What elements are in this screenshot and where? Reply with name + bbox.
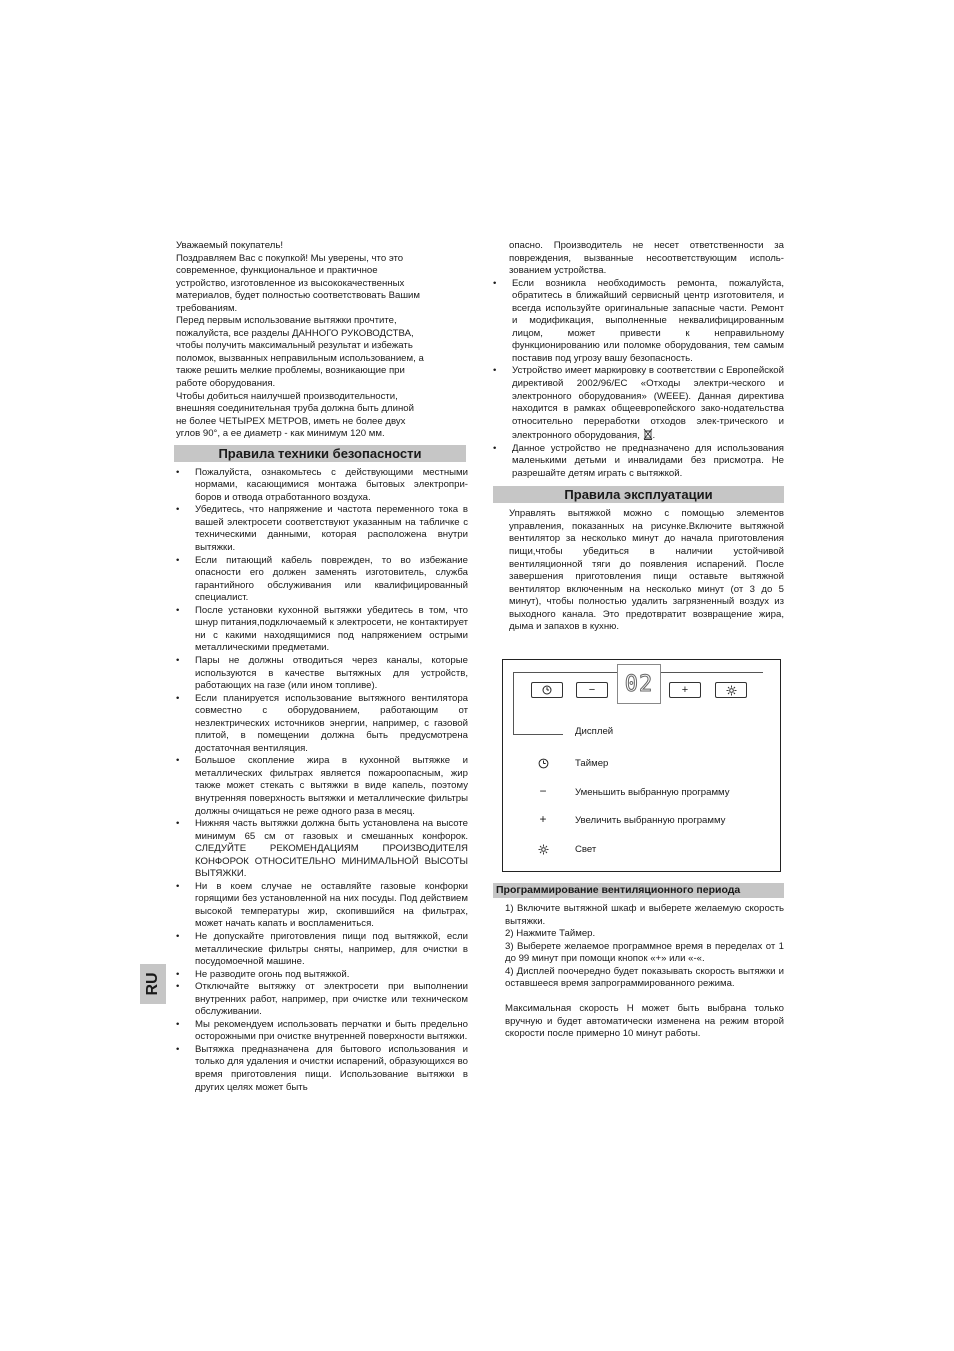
intro-line: материалов, будет полностью соответствовать Вашим bbox=[176, 290, 421, 302]
intro-line: Уважаемый покупатель! bbox=[176, 240, 284, 251]
programming-section bbox=[493, 883, 784, 1041]
clock-icon bbox=[542, 685, 552, 695]
display-value: 02 bbox=[624, 671, 654, 697]
intro-line: пожалуйста, все разделы ДАННОГО РУКОВОДСТВА, bbox=[176, 327, 414, 339]
intro-line: современное, функциональное и практичное bbox=[176, 265, 378, 277]
safety-list-continued bbox=[493, 278, 784, 481]
programming-heading: Программирование вентиляционного периода bbox=[493, 883, 784, 898]
intro-line: работе оборудования. bbox=[176, 378, 276, 390]
panel-outline bbox=[513, 672, 514, 734]
operation-text: Управлять вытяжкой можно с помощью элементов управления, показанных на рисунке.Включите вытяжной вентилятор за несколько минут до начала приготовления пищи,чтобы убедиться в наличии устойчивой вентиляционной тяги до появления испарений. После завершения приготовления пищи оставьте вытяжной вентилятор включенным на несколько минут (от 3 до 5 минут), чтобы полностью удалить загрязненный воздух из выходного канала. Это предотвратит возвращение жира, дыма и запахов в кухню. bbox=[509, 508, 784, 633]
safety-list bbox=[176, 467, 468, 1094]
intro-line: не более ЧЕТЫРЕХ МЕТРОВ, иметь не более двух bbox=[176, 415, 406, 427]
minus-icon: − bbox=[539, 784, 547, 798]
intro-line: также решить мелкие проблемы, возникающие при bbox=[176, 365, 405, 377]
intro-line: Перед первым использование вытяжки прочтите, bbox=[176, 315, 397, 327]
list-item: • Данное устройство не предназначено для использования маленькими детьми и инвалидами без присмотра. Не разрешайте детям играть с вытяжкой. bbox=[493, 443, 784, 481]
language-tab bbox=[140, 964, 166, 1004]
list-item: • Не разводите огонь под вытяжкой. bbox=[176, 969, 468, 982]
list-item: • Убедитесь, что напряжение и частота переменного тока в вашей электросети соответствуют указанным на табличке с техническими данными, которая расположена внутри вытяжки. bbox=[176, 504, 468, 554]
legend-timer-label: Таймер bbox=[575, 758, 609, 769]
light-icon bbox=[726, 685, 737, 696]
step-item: 2) Нажмите Таймер. bbox=[505, 928, 596, 940]
display bbox=[617, 664, 661, 704]
minus-icon: − bbox=[588, 683, 596, 696]
step-item: 1) Включите вытяжной шкаф и выберете желаемую скорость вытяжки. bbox=[505, 903, 784, 927]
list-item: • Если возникла необходимость ремонта, пожалуйста, обратитесь в ближайший сервисный центр изготовителя, и всегда используйте оригинальные запасные части. Ремонт и модификация, выполненные неквалифицированным лицом, может привести к неправильному функционированию или поломке оборудования, тем самым поставив под угрозу вашу безопасность. bbox=[493, 278, 784, 366]
weee-text: Устройство имеет маркировку в соответствии с Европейской директивой 2002/96/EC «Отходы электри-ческого и электронного оборудования» (WEEE). Данная директива находится в рамках общеевропейского зако-нодательства относительно переработки отходов элек-трического и электронного оборудования, bbox=[512, 365, 784, 442]
plus-icon: + bbox=[681, 683, 689, 696]
list-item: • Пожалуйста, ознакомьтесь с действующими местными нормами, касающимися монтажа бытовых электропри-боров и отвода отработанного воздуха. bbox=[176, 467, 468, 505]
intro-line: углов 90°, а ее диаметр - как минимум 120 мм. bbox=[176, 428, 385, 440]
list-item: • Если питающий кабель поврежден, то во избежание опасности его должен заменять изготовитель, служба гарантийного обслуживания или квалифицированный специалист. bbox=[176, 555, 468, 605]
programming-steps bbox=[493, 903, 784, 1041]
safety-continuation: опасно. Производитель не несет ответственности за повреждения, вызванные несоответствующим исполь-зованием устройства. bbox=[509, 240, 784, 277]
intro-line: устройство, изготовленное из высококачественных bbox=[176, 277, 405, 289]
intro-line: Поздравляем Вас с покупкой! Мы уверены, что это bbox=[176, 252, 404, 264]
list-item: • После установки кухонной вытяжки убедитесь в том, что шнур питания,подключаемый к электросети, не контактирует ни с какими находящимися под напряжением острыми металлическими предметами. bbox=[176, 605, 468, 655]
plus-button[interactable] bbox=[669, 682, 701, 698]
intro-text bbox=[176, 240, 468, 441]
list-item: • Устройство имеет маркировку в соответствии с Европейской директивой 2002/96/EC «Отходы электри-ческого и электронного оборудования» (WEEE). Данная директива находится в рамках общеевропейского зако-нодательства относительно переработки отходов элек-трического и электронного оборудования, . bbox=[493, 365, 784, 442]
programming-note: Максимальная скорость H может быть выбрана только вручную и будет автоматически изменена на режим второй скорости после примерно 10 минут работы. bbox=[505, 1003, 784, 1040]
step-item: 3) Выберете желаемое программное время в переделах от 1 до 99 минут при помощи кнопок «+» или «-«. bbox=[505, 940, 784, 965]
list-item: • Не допускайте приготовления пищи под вытяжкой, если металлические фильтры сняты, например, для очистки в посудомоечной машине. bbox=[176, 931, 468, 969]
right-column bbox=[493, 240, 784, 634]
legend-decrease-label: Уменьшить выбранную программу bbox=[575, 787, 730, 798]
plus-icon: + bbox=[539, 812, 547, 826]
light-icon bbox=[535, 844, 551, 858]
list-item: • Нижняя часть вытяжки должна быть установлена на высоте минимум 65 см от газовых и смешанных конфорок. СЛЕДУЙТЕ РЕКОМЕНДАЦИЯМ ПРОИЗВОДИТЕЛЯ КОНФОРОК ОТНОСИТЕЛЬНО МИНИМАЛЬНОЙ ВЫСОТЫ ВЫТЯЖКИ. bbox=[176, 818, 468, 881]
intro-line: внешняя соединительная труба должна быть длиной bbox=[176, 403, 414, 415]
weee-bin-icon bbox=[643, 428, 653, 440]
legend-light-label: Свет bbox=[575, 844, 597, 855]
clock-icon bbox=[535, 758, 551, 772]
list-item: • Ни в коем случае не оставляйте газовые конфорки горящими без установленной на них посуды. Под действием высокой температуры жир, скопившийся на фильтрах, может начать капать и воспламениться. bbox=[176, 881, 468, 931]
operation-heading: Правила эксплуатации bbox=[493, 486, 784, 503]
safety-heading: Правила техники безопасности bbox=[174, 445, 466, 462]
intro-line: поломок, вызванных неправильным использованием, а bbox=[176, 352, 424, 364]
intro-line: Чтобы добиться наилучшей производительности, bbox=[176, 390, 398, 402]
legend-display-label: Дисплей bbox=[575, 726, 614, 737]
light-button[interactable] bbox=[715, 682, 747, 698]
timer-button[interactable] bbox=[531, 682, 563, 698]
legend-increase-label: Увеличить выбранную программу bbox=[575, 815, 726, 826]
list-item: • Мы рекомендуем использовать перчатки и быть предельно осторожными при очистке внутренней поверхности вытяжки. bbox=[176, 1019, 468, 1044]
control-panel-figure bbox=[502, 659, 781, 872]
left-column bbox=[176, 240, 468, 1094]
intro-line: требованиям. bbox=[176, 302, 238, 314]
list-item: • Большое скопление жира в кухонной вытяжке и металлических фильтрах является пожароопасным, жир также может стекать с вытяжки в виде капель, поэтому внутренняя поверхность вытяжки и металлические фильтры должны очищаться не реже одного раза в месяц. bbox=[176, 755, 468, 818]
list-item: • Пары не должны отводиться через каналы, которые используются в качестве вытяжных для устройств, работающих на газе (или ином топливе). bbox=[176, 655, 468, 693]
step-item: 4) Дисплей поочередно будет показывать скорость вытяжки и оставшееся время запрограммированного режима. bbox=[505, 965, 784, 990]
list-item: • Вытяжка предназначена для бытового использования и только для удаления и очистки испарений, образующихся во время приготовления пищи. Использование вытяжки в других целях может быть bbox=[176, 1044, 468, 1094]
panel-outline bbox=[513, 734, 563, 735]
intro-line: чтобы получить максимальный результат и избежать bbox=[176, 340, 413, 352]
list-item: • Если планируется использование вытяжного вентилятора совместно с оборудованием, работающим от незлектрических источников энергии, например, с газовой плитой, в помещении должна быть предусмотрена достаточная вентиляция. bbox=[176, 693, 468, 756]
minus-button[interactable] bbox=[576, 682, 608, 698]
list-item: • Отключайте вытяжку от электросети при выполнении внутренних работ, например, при очистке или техническом обслуживании. bbox=[176, 981, 468, 1019]
language-tab-label: RU bbox=[144, 972, 161, 996]
